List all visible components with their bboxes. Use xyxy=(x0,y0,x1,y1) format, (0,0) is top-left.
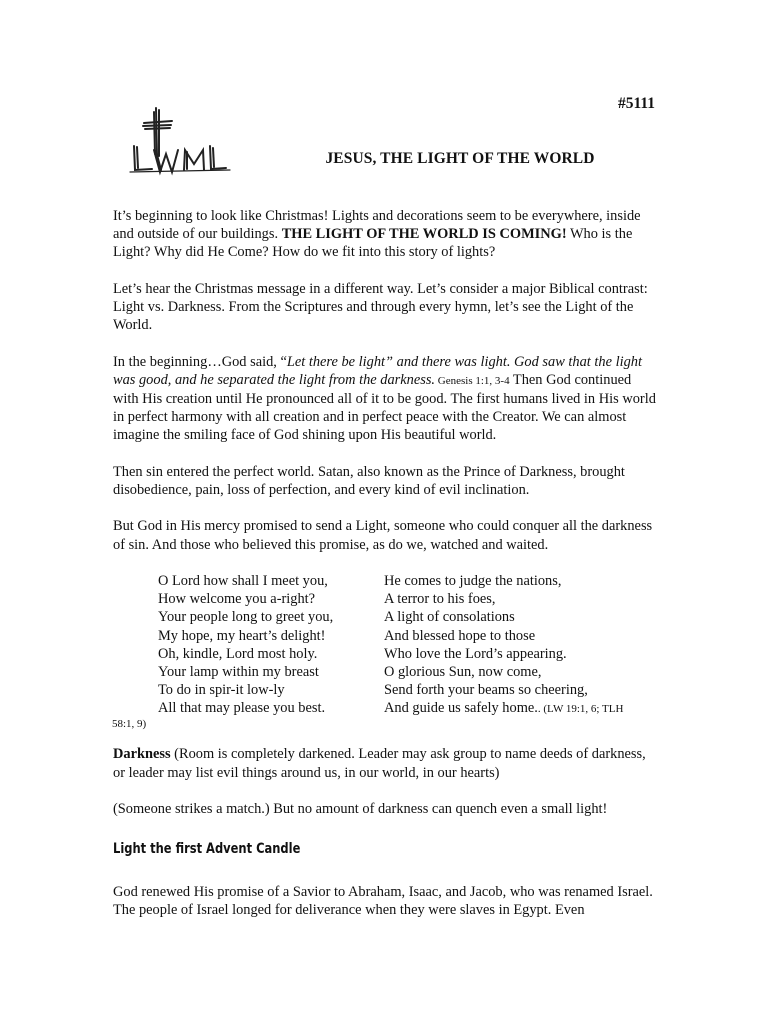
hymn-line: O glorious Sun, now come, xyxy=(384,663,542,680)
hymn-line: Send forth your beams so cheering, xyxy=(384,682,588,699)
logo-text: LWML xyxy=(118,106,121,107)
paragraph-renewed: God renewed His promise of a Savior to Abraham, Isaac, and Jacob, who was renamed Israel. The people of Israel longed for deliverance when they were slaves in Egypt. Even xyxy=(113,883,653,918)
hymn-line: All that may please you best. xyxy=(158,700,326,717)
hymn-line: Your lamp within my breast xyxy=(158,663,319,680)
hymn-line: And guide us safely home.. (LW 19:1, 6; TLH xyxy=(384,700,624,717)
hymn-citation-tail: 58:1, 9) xyxy=(112,718,147,731)
hymn-block xyxy=(113,572,658,732)
paragraph-darkness: Darkness (Room is completely darkened. Leader may ask group to name deeds of darkness, or leader may list evil things around us, in our world, in our hearts) xyxy=(113,746,646,781)
hymn-right-column xyxy=(384,572,624,718)
paragraph-beginning: In the beginning…God said, “Let there be light” and there was light. God saw that the light was good, and he separated the light from the darkness. Genesis 1:1, 3-4 Then God continued with His creation until He pronounced all of it to be good. The first humans lived in His world in perfect harmony with all creation and in perfect peace with the Creator. We can almost imagine the smiling face of God shining upon His beautiful world. xyxy=(113,353,656,444)
hymn-line: To do in spir-it low-ly xyxy=(158,682,285,699)
hymn-line: My hope, my heart’s delight! xyxy=(158,627,326,644)
document-number: #5111 xyxy=(617,95,655,112)
document-body xyxy=(113,207,658,937)
section-heading: Light the first Advent Candle xyxy=(113,841,301,858)
hymn-line: How welcome you a-right? xyxy=(158,591,316,608)
paragraph-promise: But God in His mercy promised to send a Light, someone who could conquer all the darkness of sin. And those who believed this promise, as do we, watched and waited. xyxy=(113,518,653,553)
hymn-citation: . (LW 19:1, 6; TLH xyxy=(537,703,624,716)
hymn-line: A light of consolations xyxy=(384,609,515,626)
hymn-line: Who love the Lord’s appearing. xyxy=(384,645,567,662)
paragraph-match: (Someone strikes a match.) But no amount of darkness can quench even a small light! xyxy=(113,801,608,818)
hymn-line: Oh, kindle, Lord most holy. xyxy=(158,645,318,662)
hymn-left-column xyxy=(158,572,384,718)
hymn-line: Your people long to greet you, xyxy=(158,609,334,626)
paragraph-intro: It’s beginning to look like Christmas! Lights and decorations seem to be everywhere, inside and outside of our buildings. THE LIGHT OF THE WORLD IS COMING! Who is the Light? Why did He Come? How do we fit into this story of lights? xyxy=(113,208,641,261)
paragraph-contrast: Let’s hear the Christmas message in a different way. Let’s consider a major Biblical contrast: Light vs. Darkness. From the Scriptures and through every hymn, let’s see the Light of the World. xyxy=(113,280,648,334)
page-title: JESUS, THE LIGHT OF THE WORLD xyxy=(325,150,595,167)
lwml-logo xyxy=(118,106,254,184)
paragraph-sin: Then sin entered the perfect world. Satan, also known as the Prince of Darkness, brought disobedience, pain, loss of perfection, and every kind of evil inclination. xyxy=(113,463,625,498)
hymn-line: O Lord how shall I meet you, xyxy=(158,572,328,589)
hymn-line: He comes to judge the nations, xyxy=(384,572,562,589)
hymn-line: A terror to his foes, xyxy=(384,591,496,608)
hymn-line: And blessed hope to those xyxy=(384,627,536,644)
